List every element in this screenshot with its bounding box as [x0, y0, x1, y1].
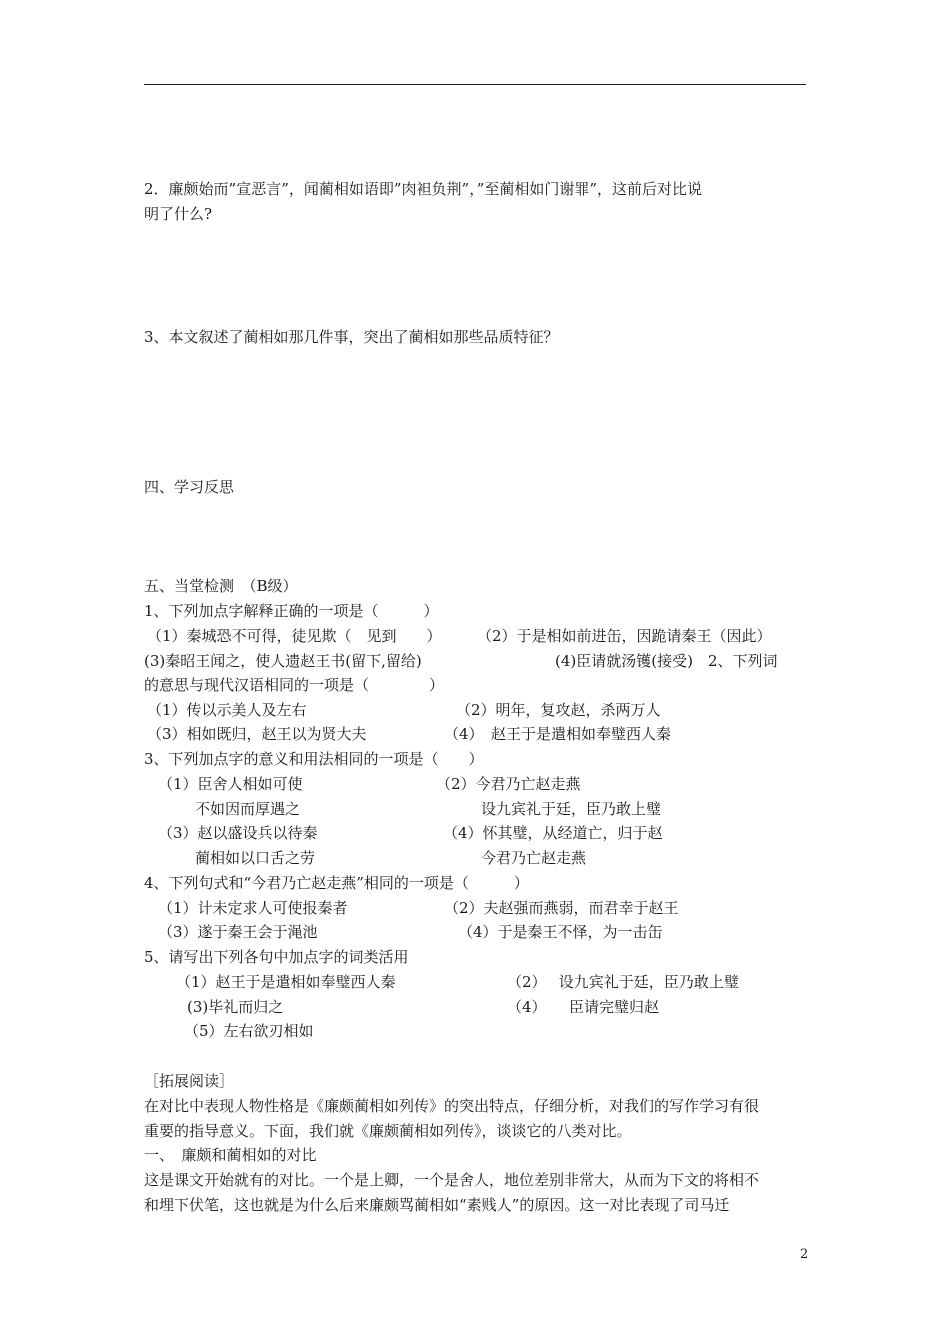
test-5-stem: 5、请写出下列各句中加点字的词类活用	[144, 948, 409, 966]
test-4-option-2: （2）夫赵强而燕弱，而君幸于赵王	[444, 899, 679, 917]
question-2-line-1: 2．廉颇始而”宣恶言”，闻蔺相如语即”肉袒负荆”，”至蔺相如门谢罪”，这前后对比说	[144, 180, 703, 198]
section-4-title: 四、学习反思	[144, 478, 235, 496]
extended-reading-title: ［拓展阅读］	[144, 1072, 235, 1090]
test-4-option-1: （1）计未定求人可使报秦者	[158, 899, 348, 917]
test-1-option-2: （2）于是相如前进缶，因跪请秦王（因此）	[477, 627, 772, 645]
test-1-option-3: (3)秦昭王闻之，使人遗赵王书(留下,留给)	[144, 652, 422, 670]
test-3-option-4b: 今君乃亡赵走燕	[481, 849, 587, 867]
test-4-stem: 4、下列句式和“今君乃亡赵走燕”相同的一项是（ ）	[144, 874, 529, 892]
test-5-option-4: （4） 臣请完璧归赵	[507, 998, 660, 1016]
test-3-option-2b: 设九宾礼于廷，臣乃敢上璧	[481, 800, 662, 818]
test-4-option-3: （3）遂于秦王会于渑池	[158, 923, 318, 941]
test-3-option-2a: （2）今君乃亡赵走燕	[436, 775, 581, 793]
test-2-option-1: （1）传以示美人及左右	[147, 701, 307, 719]
test-3-option-3b: 蔺相如以口舌之劳	[195, 849, 316, 867]
question-2-line-2: 明了什么?	[144, 205, 213, 223]
test-3-option-1a: （1）臣舍人相如可使	[158, 775, 303, 793]
test-2-option-4: （4） 赵王于是遣相如奉璧西人秦	[444, 725, 672, 743]
test-1-option-4: (4)臣请就汤镬(接受) 2、下列词	[555, 652, 778, 670]
test-4-option-4: （4）于是秦王不怿，为一击缶	[458, 923, 663, 941]
extended-reading-heading-1: 一、 廉颇和蔺相如的对比	[144, 1146, 317, 1164]
question-3: 3、本文叙述了蔺相如那几件事，突出了蔺相如那些品质特征？	[144, 328, 559, 346]
test-3-option-4a: （4）怀其璧，从经道亡，归于赵	[443, 824, 663, 842]
test-5-option-2: （2） 设九宾礼于廷，臣乃敢上璧	[507, 973, 739, 991]
section-5-title: 五、当堂检测 （B级）	[144, 577, 298, 595]
extended-reading-p1-line-1: 在对比中表现人物性格是《廉颇蔺相如列传》的突出特点，仔细分析，对我们的写作学习有很	[144, 1097, 760, 1115]
header-rule	[144, 84, 806, 85]
test-1-option-1: （1）秦城恐不可得，徒见欺（ 见到 ）	[147, 627, 442, 645]
test-1-stem: 1、下列加点字解释正确的一项是（ ）	[144, 602, 439, 620]
test-3-option-3a: （3）赵以盛设兵以待秦	[158, 824, 318, 842]
test-2-option-2: （2）明年，复攻赵，杀两万人	[456, 701, 661, 719]
extended-reading-p2-line-2: 和埋下伏笔，这也就是为什么后来廉颇骂蔺相如“素贱人”的原因。这一对比表现了司马迁	[144, 1196, 730, 1214]
extended-reading-p1-line-2: 重要的指导意义。下面，我们就《廉颇蔺相如列传》，谈谈它的八类对比。	[144, 1122, 632, 1140]
page-number: 2	[800, 1247, 809, 1262]
test-3-option-1b: 不如因而厚遇之	[195, 800, 301, 818]
test-2-stem-continued: 的意思与现代汉语相同的一项是（ ）	[144, 676, 445, 694]
test-3-stem: 3、下列加点字的意义和用法相同的一项是（ ）	[144, 750, 484, 768]
test-5-option-3: (3)毕礼而归之	[187, 998, 284, 1016]
test-5-option-5: （5）左右欲刃相如	[184, 1022, 314, 1040]
extended-reading-p2-line-1: 这是课文开始就有的对比。一个是上卿，一个是舍人，地位差别非常大，从而为下文的将相不	[144, 1171, 760, 1189]
test-2-option-3: （3）相如既归，赵王以为贤大夫	[147, 725, 367, 743]
test-5-option-1: （1）赵王于是遣相如奉璧西人秦	[176, 973, 396, 991]
